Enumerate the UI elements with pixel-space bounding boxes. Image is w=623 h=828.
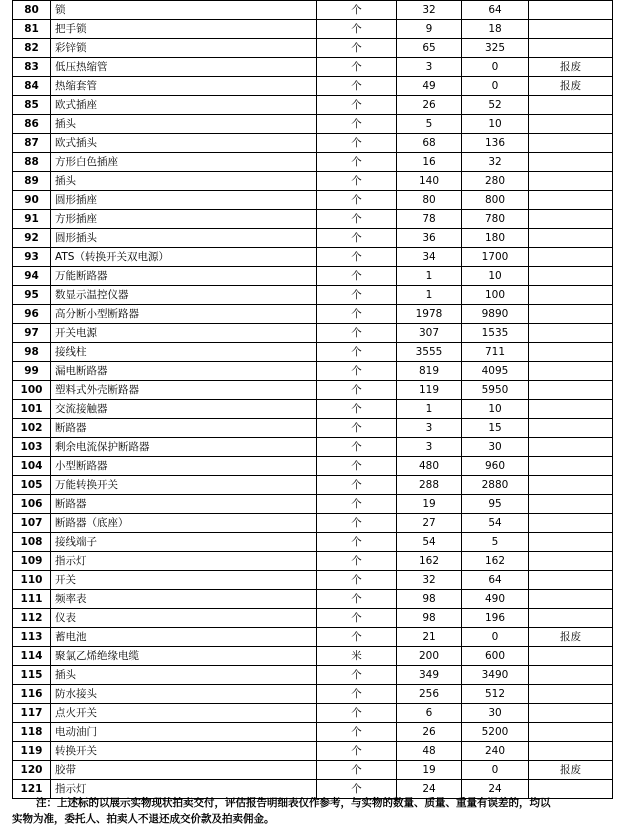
- item-note: [529, 400, 613, 419]
- item-value: 5200: [462, 723, 529, 742]
- row-number: 93: [13, 248, 51, 267]
- item-unit: 个: [317, 191, 397, 210]
- item-note: [529, 39, 613, 58]
- inventory-table-body: [13, 1, 613, 799]
- item-value: 960: [462, 457, 529, 476]
- item-unit: 个: [317, 723, 397, 742]
- item-quantity: 3: [397, 419, 462, 438]
- item-quantity: 1978: [397, 305, 462, 324]
- row-number: 101: [13, 400, 51, 419]
- row-number: 104: [13, 457, 51, 476]
- item-unit: 个: [317, 210, 397, 229]
- item-unit: 个: [317, 590, 397, 609]
- item-name: 小型断路器: [51, 457, 317, 476]
- item-name: 插头: [51, 115, 317, 134]
- table-row: [13, 210, 613, 229]
- row-number: 88: [13, 153, 51, 172]
- row-number: 84: [13, 77, 51, 96]
- table-row: [13, 685, 613, 704]
- item-note: [529, 267, 613, 286]
- item-value: 600: [462, 647, 529, 666]
- row-number: 90: [13, 191, 51, 210]
- item-name: 剩余电流保护断路器: [51, 438, 317, 457]
- row-number: 111: [13, 590, 51, 609]
- item-name: 彩锌锁: [51, 39, 317, 58]
- table-row: [13, 343, 613, 362]
- item-value: 325: [462, 39, 529, 58]
- item-unit: 米: [317, 647, 397, 666]
- table-row: [13, 628, 613, 647]
- row-number: 87: [13, 134, 51, 153]
- item-quantity: 24: [397, 780, 462, 799]
- item-name: 仪表: [51, 609, 317, 628]
- item-value: 2880: [462, 476, 529, 495]
- item-quantity: 256: [397, 685, 462, 704]
- table-row: [13, 153, 613, 172]
- item-unit: 个: [317, 628, 397, 647]
- row-number: 89: [13, 172, 51, 191]
- item-name: 转换开关: [51, 742, 317, 761]
- item-note: [529, 172, 613, 191]
- table-row: [13, 438, 613, 457]
- item-quantity: 6: [397, 704, 462, 723]
- item-quantity: 3: [397, 58, 462, 77]
- inventory-table: [12, 0, 613, 799]
- item-quantity: 1: [397, 400, 462, 419]
- row-number: 108: [13, 533, 51, 552]
- table-row: [13, 476, 613, 495]
- table-row: [13, 419, 613, 438]
- item-name: 把手锁: [51, 20, 317, 39]
- item-value: 10: [462, 400, 529, 419]
- item-unit: 个: [317, 305, 397, 324]
- item-value: 4095: [462, 362, 529, 381]
- item-note: 报废: [529, 58, 613, 77]
- item-unit: 个: [317, 761, 397, 780]
- item-value: 1535: [462, 324, 529, 343]
- table-row: [13, 571, 613, 590]
- row-number: 83: [13, 58, 51, 77]
- item-unit: 个: [317, 780, 397, 799]
- item-unit: 个: [317, 533, 397, 552]
- item-value: 0: [462, 628, 529, 647]
- row-number: 96: [13, 305, 51, 324]
- item-quantity: 98: [397, 590, 462, 609]
- item-note: [529, 514, 613, 533]
- item-value: 490: [462, 590, 529, 609]
- item-unit: 个: [317, 438, 397, 457]
- item-note: [529, 457, 613, 476]
- table-row: [13, 457, 613, 476]
- item-name: 圆形插头: [51, 229, 317, 248]
- row-number: 82: [13, 39, 51, 58]
- table-row: [13, 742, 613, 761]
- item-note: [529, 476, 613, 495]
- row-number: 91: [13, 210, 51, 229]
- item-quantity: 3: [397, 438, 462, 457]
- item-value: 711: [462, 343, 529, 362]
- item-name: 断路器（底座）: [51, 514, 317, 533]
- item-unit: 个: [317, 666, 397, 685]
- item-name: 圆形插座: [51, 191, 317, 210]
- item-quantity: 119: [397, 381, 462, 400]
- item-quantity: 68: [397, 134, 462, 153]
- item-name: 漏电断路器: [51, 362, 317, 381]
- item-quantity: 49: [397, 77, 462, 96]
- footnote-line-2: 实物为准，委托人、拍卖人不退还成交价款及拍卖佣金。: [12, 813, 275, 825]
- item-value: 196: [462, 609, 529, 628]
- table-row: [13, 191, 613, 210]
- item-quantity: 98: [397, 609, 462, 628]
- item-unit: 个: [317, 742, 397, 761]
- item-name: 低压热缩管: [51, 58, 317, 77]
- item-name: 接线端子: [51, 533, 317, 552]
- row-number: 109: [13, 552, 51, 571]
- item-value: 280: [462, 172, 529, 191]
- row-number: 98: [13, 343, 51, 362]
- item-quantity: 32: [397, 1, 462, 20]
- item-name: 热缩套管: [51, 77, 317, 96]
- item-quantity: 480: [397, 457, 462, 476]
- item-name: 锁: [51, 1, 317, 20]
- item-note: [529, 229, 613, 248]
- item-value: 30: [462, 438, 529, 457]
- item-value: 64: [462, 571, 529, 590]
- item-value: 52: [462, 96, 529, 115]
- item-value: 780: [462, 210, 529, 229]
- row-number: 114: [13, 647, 51, 666]
- item-unit: 个: [317, 495, 397, 514]
- row-number: 80: [13, 1, 51, 20]
- item-unit: 个: [317, 571, 397, 590]
- item-unit: 个: [317, 248, 397, 267]
- item-value: 3490: [462, 666, 529, 685]
- item-value: 240: [462, 742, 529, 761]
- item-unit: 个: [317, 552, 397, 571]
- item-note: [529, 191, 613, 210]
- item-note: [529, 685, 613, 704]
- row-number: 92: [13, 229, 51, 248]
- item-quantity: 27: [397, 514, 462, 533]
- item-quantity: 1: [397, 286, 462, 305]
- item-note: [529, 1, 613, 20]
- item-unit: 个: [317, 476, 397, 495]
- table-row: [13, 58, 613, 77]
- item-name: 数显示温控仪器: [51, 286, 317, 305]
- item-value: 30: [462, 704, 529, 723]
- row-number: 105: [13, 476, 51, 495]
- item-name: 欧式插头: [51, 134, 317, 153]
- item-quantity: 54: [397, 533, 462, 552]
- row-number: 107: [13, 514, 51, 533]
- item-name: 断路器: [51, 495, 317, 514]
- table-row: [13, 552, 613, 571]
- row-number: 112: [13, 609, 51, 628]
- item-value: 95: [462, 495, 529, 514]
- item-name: 胶带: [51, 761, 317, 780]
- item-name: 电动油门: [51, 723, 317, 742]
- item-quantity: 32: [397, 571, 462, 590]
- item-note: [529, 666, 613, 685]
- item-quantity: 26: [397, 723, 462, 742]
- item-note: [529, 609, 613, 628]
- item-value: 5: [462, 533, 529, 552]
- row-number: 100: [13, 381, 51, 400]
- item-name: 插头: [51, 172, 317, 191]
- table-row: [13, 381, 613, 400]
- item-note: [529, 533, 613, 552]
- item-value: 0: [462, 58, 529, 77]
- item-name: 万能断路器: [51, 267, 317, 286]
- item-quantity: 140: [397, 172, 462, 191]
- table-row: [13, 324, 613, 343]
- row-number: 103: [13, 438, 51, 457]
- item-name: 频率表: [51, 590, 317, 609]
- table-row: [13, 229, 613, 248]
- item-name: 指示灯: [51, 780, 317, 799]
- item-name: 高分断小型断路器: [51, 305, 317, 324]
- item-unit: 个: [317, 400, 397, 419]
- item-quantity: 3555: [397, 343, 462, 362]
- item-unit: 个: [317, 419, 397, 438]
- row-number: 115: [13, 666, 51, 685]
- table-row: [13, 666, 613, 685]
- item-unit: 个: [317, 267, 397, 286]
- item-value: 32: [462, 153, 529, 172]
- item-value: 9890: [462, 305, 529, 324]
- item-quantity: 162: [397, 552, 462, 571]
- item-value: 800: [462, 191, 529, 210]
- item-note: [529, 704, 613, 723]
- item-quantity: 16: [397, 153, 462, 172]
- row-number: 119: [13, 742, 51, 761]
- row-number: 116: [13, 685, 51, 704]
- item-value: 5950: [462, 381, 529, 400]
- item-value: 512: [462, 685, 529, 704]
- item-value: 1700: [462, 248, 529, 267]
- item-quantity: 65: [397, 39, 462, 58]
- table-row: [13, 533, 613, 552]
- item-quantity: 819: [397, 362, 462, 381]
- item-name: 方形白色插座: [51, 153, 317, 172]
- item-note: [529, 343, 613, 362]
- item-quantity: 80: [397, 191, 462, 210]
- item-name: 点火开关: [51, 704, 317, 723]
- item-value: 54: [462, 514, 529, 533]
- table-row: [13, 39, 613, 58]
- row-number: 106: [13, 495, 51, 514]
- item-unit: 个: [317, 362, 397, 381]
- item-unit: 个: [317, 457, 397, 476]
- table-row: [13, 647, 613, 666]
- item-quantity: 26: [397, 96, 462, 115]
- item-quantity: 19: [397, 495, 462, 514]
- item-name: ATS（转换开关双电源）: [51, 248, 317, 267]
- item-name: 蓄电池: [51, 628, 317, 647]
- item-quantity: 1: [397, 267, 462, 286]
- item-note: 报废: [529, 761, 613, 780]
- item-quantity: 78: [397, 210, 462, 229]
- item-quantity: 5: [397, 115, 462, 134]
- item-unit: 个: [317, 115, 397, 134]
- row-number: 85: [13, 96, 51, 115]
- item-note: [529, 552, 613, 571]
- item-note: [529, 571, 613, 590]
- item-value: 136: [462, 134, 529, 153]
- item-note: [529, 286, 613, 305]
- item-value: 0: [462, 77, 529, 96]
- table-row: [13, 609, 613, 628]
- item-note: [529, 20, 613, 39]
- table-row: [13, 362, 613, 381]
- item-note: [529, 742, 613, 761]
- item-value: 18: [462, 20, 529, 39]
- item-name: 聚氯乙烯绝缘电缆: [51, 647, 317, 666]
- table-row: [13, 77, 613, 96]
- item-note: [529, 153, 613, 172]
- row-number: 110: [13, 571, 51, 590]
- item-name: 开关: [51, 571, 317, 590]
- item-value: 10: [462, 267, 529, 286]
- footnote: [12, 795, 612, 827]
- row-number: 113: [13, 628, 51, 647]
- item-quantity: 48: [397, 742, 462, 761]
- item-quantity: 288: [397, 476, 462, 495]
- table-row: [13, 172, 613, 191]
- row-number: 102: [13, 419, 51, 438]
- item-unit: 个: [317, 20, 397, 39]
- item-name: 插头: [51, 666, 317, 685]
- item-name: 防水接头: [51, 685, 317, 704]
- item-note: [529, 362, 613, 381]
- table-row: [13, 267, 613, 286]
- item-unit: 个: [317, 514, 397, 533]
- table-row: [13, 495, 613, 514]
- item-note: [529, 647, 613, 666]
- item-note: [529, 590, 613, 609]
- item-unit: 个: [317, 1, 397, 20]
- row-number: 121: [13, 780, 51, 799]
- table-row: [13, 20, 613, 39]
- row-number: 120: [13, 761, 51, 780]
- item-value: 10: [462, 115, 529, 134]
- table-row: [13, 134, 613, 153]
- item-name: 指示灯: [51, 552, 317, 571]
- table-row: [13, 1, 613, 20]
- table-row: [13, 514, 613, 533]
- table-row: [13, 248, 613, 267]
- item-quantity: 19: [397, 761, 462, 780]
- item-unit: 个: [317, 343, 397, 362]
- item-quantity: 34: [397, 248, 462, 267]
- item-name: 交流接触器: [51, 400, 317, 419]
- table-row: [13, 305, 613, 324]
- item-value: 100: [462, 286, 529, 305]
- item-note: [529, 723, 613, 742]
- table-row: [13, 704, 613, 723]
- item-name: 断路器: [51, 419, 317, 438]
- item-name: 开关电源: [51, 324, 317, 343]
- item-note: [529, 324, 613, 343]
- item-value: 162: [462, 552, 529, 571]
- item-value: 180: [462, 229, 529, 248]
- item-note: [529, 96, 613, 115]
- row-number: 99: [13, 362, 51, 381]
- item-note: [529, 115, 613, 134]
- row-number: 86: [13, 115, 51, 134]
- item-note: [529, 134, 613, 153]
- row-number: 97: [13, 324, 51, 343]
- item-name: 万能转换开关: [51, 476, 317, 495]
- item-unit: 个: [317, 609, 397, 628]
- item-quantity: 349: [397, 666, 462, 685]
- item-unit: 个: [317, 381, 397, 400]
- row-number: 117: [13, 704, 51, 723]
- table-row: [13, 400, 613, 419]
- item-quantity: 36: [397, 229, 462, 248]
- footnote-line-1: 注：上述标的以展示实物现状拍卖交付，评估报告明细表仅作参考，与实物的数量、质量、重量有误差的，均以: [36, 797, 551, 809]
- item-note: [529, 210, 613, 229]
- item-note: [529, 495, 613, 514]
- item-unit: 个: [317, 704, 397, 723]
- item-note: 报废: [529, 628, 613, 647]
- item-name: 欧式插座: [51, 96, 317, 115]
- item-unit: 个: [317, 324, 397, 343]
- item-unit: 个: [317, 39, 397, 58]
- item-unit: 个: [317, 172, 397, 191]
- item-name: 方形插座: [51, 210, 317, 229]
- row-number: 95: [13, 286, 51, 305]
- table-row: [13, 96, 613, 115]
- item-quantity: 307: [397, 324, 462, 343]
- row-number: 118: [13, 723, 51, 742]
- item-unit: 个: [317, 153, 397, 172]
- item-name: 接线柱: [51, 343, 317, 362]
- table-row: [13, 761, 613, 780]
- table-row: [13, 115, 613, 134]
- item-name: 塑料式外壳断路器: [51, 381, 317, 400]
- item-note: [529, 381, 613, 400]
- item-value: 0: [462, 761, 529, 780]
- item-note: [529, 419, 613, 438]
- item-quantity: 21: [397, 628, 462, 647]
- item-quantity: 9: [397, 20, 462, 39]
- table-row: [13, 723, 613, 742]
- item-note: 报废: [529, 77, 613, 96]
- row-number: 81: [13, 20, 51, 39]
- item-unit: 个: [317, 134, 397, 153]
- item-note: [529, 305, 613, 324]
- item-value: 15: [462, 419, 529, 438]
- item-unit: 个: [317, 96, 397, 115]
- item-unit: 个: [317, 229, 397, 248]
- item-unit: 个: [317, 685, 397, 704]
- item-value: 24: [462, 780, 529, 799]
- row-number: 94: [13, 267, 51, 286]
- item-unit: 个: [317, 286, 397, 305]
- item-unit: 个: [317, 58, 397, 77]
- item-quantity: 200: [397, 647, 462, 666]
- table-row: [13, 286, 613, 305]
- item-note: [529, 438, 613, 457]
- item-unit: 个: [317, 77, 397, 96]
- item-note: [529, 248, 613, 267]
- item-value: 64: [462, 1, 529, 20]
- table-row: [13, 590, 613, 609]
